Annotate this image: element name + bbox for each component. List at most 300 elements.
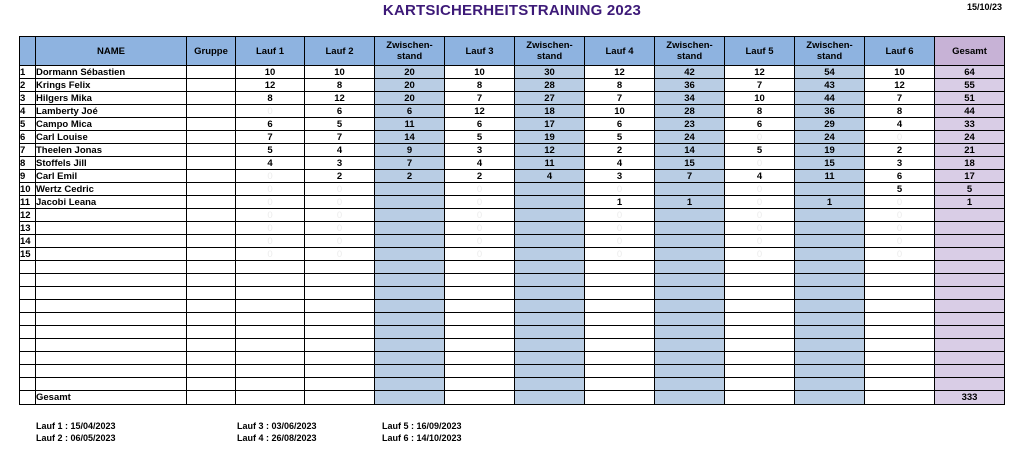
group-cell [187,274,236,287]
score-cell: 3 [305,157,375,170]
row-number: 14 [20,235,36,248]
row-number [20,378,36,391]
group-cell [187,196,236,209]
row-number: 1 [20,66,36,79]
score-cell [865,261,935,274]
score-cell: 29 [795,118,865,131]
score-cell [305,326,375,339]
group-cell [187,144,236,157]
score-cell: 12 [305,92,375,105]
score-cell: 7 [305,131,375,144]
participant-name [36,261,187,274]
participant-name: Wertz Cedric [36,183,187,196]
score-cell: 3 [445,144,515,157]
score-cell [725,274,795,287]
score-cell: 3 [585,170,655,183]
score-cell [236,378,305,391]
score-cell: 28 [515,79,585,92]
column-header: Lauf 2 [305,37,375,66]
column-header [20,37,36,66]
score-cell: 14 [375,131,445,144]
score-cell: 0 [725,222,795,235]
score-cell [375,313,445,326]
score-cell [725,261,795,274]
score-cell [375,248,445,261]
score-cell: 0 [725,183,795,196]
score-cell [375,365,445,378]
score-cell: 0 [725,131,795,144]
score-cell [375,222,445,235]
score-cell [445,352,515,365]
row-number: 10 [20,183,36,196]
score-cell: 9 [375,144,445,157]
score-cell [585,326,655,339]
score-cell: 6 [585,118,655,131]
row-number [20,313,36,326]
row-number: 3 [20,92,36,105]
row-number [20,261,36,274]
footer-date: Lauf 1 : 15/04/2023 [36,421,116,431]
row-number [20,300,36,313]
score-cell [725,300,795,313]
score-cell: 12 [725,66,795,79]
score-cell [515,222,585,235]
score-cell [375,183,445,196]
group-cell [187,235,236,248]
participant-name: Dormann Sébastien [36,66,187,79]
score-cell: 0 [585,209,655,222]
row-number: 7 [20,144,36,157]
row-number [20,339,36,352]
score-cell [515,378,585,391]
score-cell: 0 [305,235,375,248]
score-cell: 55 [935,79,1005,92]
score-cell: 10 [305,66,375,79]
score-cell [375,352,445,365]
score-cell: 19 [795,144,865,157]
score-cell [375,209,445,222]
row-number: 5 [20,118,36,131]
score-cell: 6 [725,118,795,131]
score-cell [236,287,305,300]
score-cell [585,313,655,326]
table-row [20,196,1005,209]
score-cell [935,378,1005,391]
score-cell: 4 [305,144,375,157]
participant-name [36,313,187,326]
row-number [20,287,36,300]
score-cell: 5 [725,144,795,157]
participant-name [36,222,187,235]
score-cell: 19 [515,131,585,144]
score-cell: 0 [236,209,305,222]
group-cell [187,287,236,300]
score-cell: 0 [305,183,375,196]
score-cell: 0 [305,196,375,209]
group-cell [187,248,236,261]
table-row [20,79,1005,92]
score-cell [236,339,305,352]
score-cell [585,274,655,287]
column-header: Zwischen- stand [375,37,445,66]
score-cell: 0 [305,222,375,235]
score-cell: 7 [585,92,655,105]
score-cell: 30 [515,66,585,79]
score-cell: 4 [236,157,305,170]
score-cell: 1 [655,196,725,209]
score-cell [515,248,585,261]
participant-name [36,248,187,261]
score-cell: 64 [935,66,1005,79]
column-header: Lauf 1 [236,37,305,66]
score-cell [935,274,1005,287]
score-cell: 21 [935,144,1005,157]
group-cell [187,66,236,79]
score-cell [935,222,1005,235]
score-cell [795,235,865,248]
score-cell [515,209,585,222]
score-cell: 0 [725,235,795,248]
score-cell [305,378,375,391]
score-cell [305,300,375,313]
score-cell [865,352,935,365]
score-cell: 0 [585,248,655,261]
table-row [20,66,1005,79]
footer-dates-3 [382,420,462,444]
score-cell: 14 [655,144,725,157]
table-row [20,261,1005,274]
score-cell [795,183,865,196]
score-cell: 4 [445,157,515,170]
score-cell [445,261,515,274]
score-cell [236,261,305,274]
participant-name [36,352,187,365]
score-cell: 6 [305,105,375,118]
score-cell [655,378,725,391]
score-cell [795,365,865,378]
score-cell [236,313,305,326]
score-cell: 0 [236,248,305,261]
score-cell: 7 [725,79,795,92]
score-cell: 7 [375,157,445,170]
score-cell: 12 [865,79,935,92]
score-cell [236,391,305,405]
score-cell [236,300,305,313]
score-cell [655,183,725,196]
score-cell: 44 [935,105,1005,118]
score-cell [795,274,865,287]
score-cell: 28 [655,105,725,118]
score-cell: 1 [585,196,655,209]
score-cell: 10 [725,92,795,105]
table-row [20,326,1005,339]
row-number: 13 [20,222,36,235]
score-cell [236,352,305,365]
score-cell: 0 [725,157,795,170]
table-row [20,352,1005,365]
column-header: Lauf 3 [445,37,515,66]
score-cell [585,261,655,274]
score-cell [725,365,795,378]
score-cell [515,261,585,274]
score-cell: 10 [445,66,515,79]
score-cell [725,352,795,365]
row-number: 6 [20,131,36,144]
participant-name: Jacobi Leana [36,196,187,209]
group-cell [187,352,236,365]
page-title: KARTSICHERHEITSTRAINING 2023 [382,2,642,19]
row-number [20,391,36,405]
score-cell [725,391,795,405]
column-header: Gesamt [935,37,1005,66]
score-cell: 24 [935,131,1005,144]
column-header: Zwischen- stand [655,37,725,66]
report-date: 15/10/23 [966,2,1002,12]
score-cell: 42 [655,66,725,79]
score-cell [795,300,865,313]
score-cell [795,209,865,222]
table-row [20,118,1005,131]
table-row [20,274,1005,287]
score-cell [305,261,375,274]
participant-name [36,300,187,313]
score-cell [515,300,585,313]
score-cell [795,378,865,391]
score-cell: 8 [865,105,935,118]
table-row [20,92,1005,105]
score-cell: 0 [236,196,305,209]
score-cell [865,287,935,300]
score-cell: 18 [935,157,1005,170]
score-cell: 0 [236,222,305,235]
footer-date: Lauf 6 : 14/10/2023 [382,433,462,443]
table-row [20,222,1005,235]
table-row [20,287,1005,300]
participant-name: Theelen Jonas [36,144,187,157]
table-row [20,365,1005,378]
row-number: 8 [20,157,36,170]
row-number [20,274,36,287]
score-cell: 2 [305,170,375,183]
score-cell: 27 [515,92,585,105]
score-cell [515,326,585,339]
score-cell [795,248,865,261]
score-cell: 0 [585,235,655,248]
score-cell: 17 [935,170,1005,183]
score-cell: 4 [725,170,795,183]
score-cell: 0 [445,196,515,209]
group-cell [187,391,236,405]
score-cell [305,287,375,300]
footer-dates-2 [237,420,317,444]
score-cell [935,352,1005,365]
score-cell: 8 [236,92,305,105]
score-cell [935,326,1005,339]
score-cell: 5 [865,183,935,196]
row-number [20,365,36,378]
group-cell [187,209,236,222]
score-cell [236,274,305,287]
column-header: NAME [36,37,187,66]
score-cell [795,261,865,274]
score-cell [445,365,515,378]
score-cell [725,339,795,352]
results-table [19,36,1005,405]
score-cell [305,352,375,365]
score-cell: 0 [725,248,795,261]
participant-name: Hilgers Mika [36,92,187,105]
score-cell: 0 [865,131,935,144]
score-cell [865,339,935,352]
participant-name [36,326,187,339]
score-cell [585,339,655,352]
footer-date: Lauf 5 : 16/09/2023 [382,421,462,431]
group-cell [187,105,236,118]
score-cell [935,287,1005,300]
participant-name [36,209,187,222]
score-cell: 0 [445,209,515,222]
score-cell: 5 [236,144,305,157]
group-cell [187,222,236,235]
table-row [20,105,1005,118]
table-row [20,248,1005,261]
score-cell: 51 [935,92,1005,105]
score-cell: 0 [236,170,305,183]
score-cell [795,326,865,339]
score-cell: 20 [375,92,445,105]
score-cell: 20 [375,79,445,92]
participant-name: Krings Felix [36,79,187,92]
score-cell: 33 [935,118,1005,131]
score-cell: 4 [515,170,585,183]
score-cell: 11 [375,118,445,131]
score-cell [375,287,445,300]
group-cell [187,365,236,378]
table-row [20,157,1005,170]
score-cell: 0 [305,209,375,222]
score-cell [515,313,585,326]
row-number [20,352,36,365]
score-cell: 0 [445,235,515,248]
score-cell: 7 [865,92,935,105]
score-cell [445,300,515,313]
footer-dates-1 [36,420,116,444]
score-cell [375,300,445,313]
score-cell [725,378,795,391]
score-cell [236,365,305,378]
score-cell: 6 [445,118,515,131]
score-cell [655,313,725,326]
participant-name: Carl Louise [36,131,187,144]
participant-name: Stoffels Jill [36,157,187,170]
score-cell [375,274,445,287]
score-cell: 5 [305,118,375,131]
participant-name: Campo Mica [36,118,187,131]
score-cell: 8 [445,79,515,92]
participant-name [36,274,187,287]
table-row [20,300,1005,313]
score-cell: 0 [445,248,515,261]
score-cell [375,235,445,248]
table-row [20,144,1005,157]
score-cell [445,287,515,300]
score-cell [655,248,725,261]
table-row [20,235,1005,248]
score-cell [375,378,445,391]
score-cell: 10 [236,66,305,79]
score-cell [655,339,725,352]
score-cell [725,313,795,326]
score-cell: 0 [865,222,935,235]
score-cell: 0 [865,196,935,209]
header-row [20,37,1005,66]
group-cell [187,378,236,391]
score-cell: 0 [865,248,935,261]
score-cell: 3 [865,157,935,170]
score-cell: 2 [585,144,655,157]
score-cell [515,274,585,287]
score-cell [935,313,1005,326]
score-cell [655,287,725,300]
score-cell [655,300,725,313]
score-cell [655,365,725,378]
score-cell [655,391,725,405]
column-header: Lauf 5 [725,37,795,66]
score-cell: 43 [795,79,865,92]
group-cell [187,118,236,131]
score-cell: 10 [585,105,655,118]
score-cell [935,261,1005,274]
row-number: 9 [20,170,36,183]
score-cell: 0 [865,235,935,248]
row-number: 15 [20,248,36,261]
score-cell: 6 [865,170,935,183]
score-cell [515,365,585,378]
score-cell [305,391,375,405]
score-cell: 7 [236,131,305,144]
participant-name [36,339,187,352]
score-cell: 0 [585,183,655,196]
score-cell: 0 [236,183,305,196]
score-cell [445,391,515,405]
score-cell [865,326,935,339]
score-cell: 6 [375,105,445,118]
table-row [20,313,1005,326]
row-number: 2 [20,79,36,92]
score-cell [515,339,585,352]
score-cell [445,274,515,287]
table-row [20,170,1005,183]
score-cell: 0 [236,235,305,248]
column-header: Zwischen- stand [795,37,865,66]
score-cell [795,222,865,235]
score-cell [445,313,515,326]
participant-name [36,287,187,300]
total-row [20,391,1005,405]
score-cell [515,196,585,209]
score-cell [375,339,445,352]
score-cell: 0 [725,196,795,209]
score-cell [375,391,445,405]
score-cell: 4 [865,118,935,131]
score-cell [655,326,725,339]
participant-name: Carl Emil [36,170,187,183]
score-cell [725,326,795,339]
column-header: Zwischen- stand [515,37,585,66]
score-cell [655,352,725,365]
row-number [20,326,36,339]
participant-name [36,378,187,391]
